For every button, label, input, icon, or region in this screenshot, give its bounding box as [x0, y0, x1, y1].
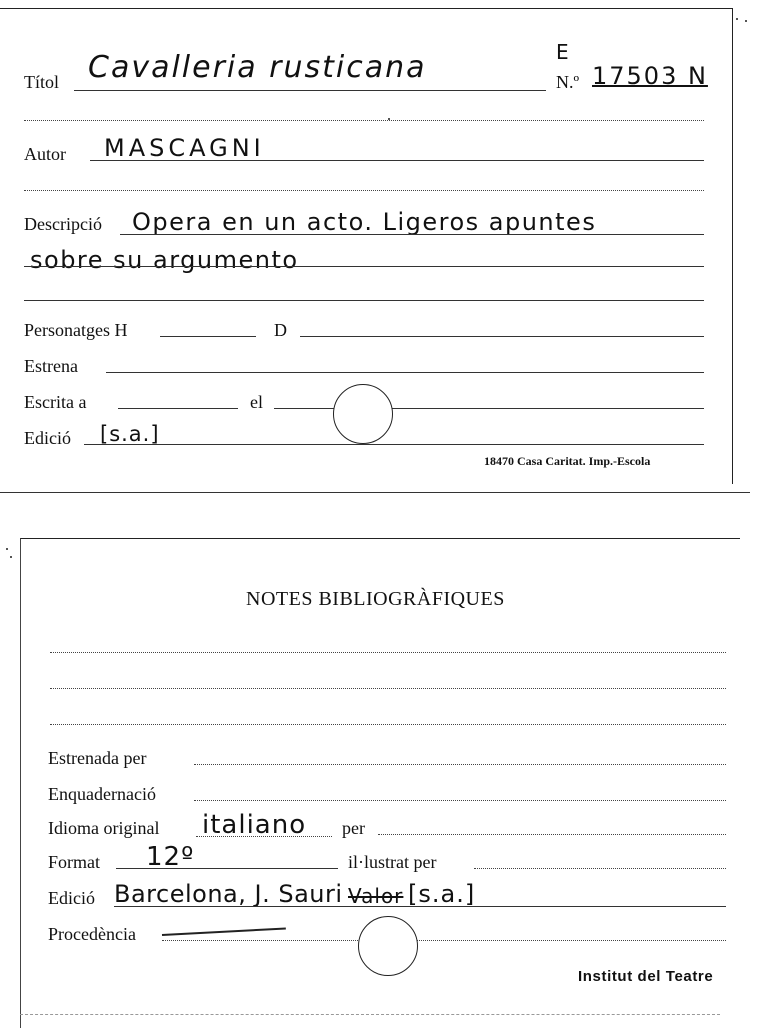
edicio-back-line	[114, 906, 726, 907]
idioma-line	[196, 836, 332, 837]
personatges-h-rule	[160, 336, 256, 337]
escrita-a-rule	[118, 408, 238, 409]
descripcio-rule-2	[24, 266, 704, 267]
format-line	[116, 868, 338, 869]
descripcio-rule-3	[24, 300, 704, 301]
procedencia-line	[162, 940, 726, 941]
escrita-label: Escrita a	[24, 392, 87, 412]
personatges-label: Personatges H	[24, 320, 128, 340]
descripcio-rule-1	[120, 234, 704, 235]
punch-hole	[358, 916, 418, 976]
personatges-d-rule	[300, 336, 704, 337]
autor-label: Autor	[24, 144, 66, 164]
estrena-label: Estrena	[24, 356, 78, 376]
descripcio-value-line2: sobre su argumento	[30, 246, 299, 274]
illustrat-line	[474, 868, 726, 869]
escrita-el-label: el	[250, 392, 263, 412]
notes-line-1	[50, 652, 726, 653]
estrenada-label: Estrenada per	[48, 748, 147, 768]
estrenada-line	[194, 764, 726, 765]
idioma-per-line	[378, 834, 726, 835]
procedencia-label: Procedència	[48, 924, 136, 944]
enquadernacio-label: Enquadernació	[48, 784, 156, 804]
number-label: N.º	[556, 72, 580, 92]
edicio-back-label: Edició	[48, 888, 95, 908]
descripcio-label: Descripció	[24, 214, 102, 234]
scan-speck	[745, 20, 747, 22]
format-value: 12º	[146, 842, 195, 872]
idioma-value: italiano	[202, 810, 307, 840]
titol-label: Títol	[24, 72, 59, 92]
scan-speck	[736, 18, 738, 20]
descripcio-value-line1: Opera en un acto. Ligeros apuntes	[132, 208, 597, 236]
scan-speck	[10, 556, 12, 558]
institution-label: Institut del Teatre	[578, 968, 714, 985]
scan-speck	[388, 118, 390, 120]
card-separator	[0, 492, 750, 493]
printer-note: 18470 Casa Caritat. Imp.-Escola	[484, 454, 651, 468]
titol-dotted-line	[24, 120, 704, 121]
scan-speck	[6, 548, 8, 550]
edicio-back-bracket: [s.a.]	[408, 880, 476, 908]
idioma-per-label: per	[342, 818, 365, 838]
number-prefix-mark: E	[556, 40, 570, 64]
edicio-back-struck: Valor	[348, 884, 404, 908]
notes-line-2	[50, 688, 726, 689]
format-label: Format	[48, 852, 100, 872]
bottom-scan-edge	[20, 1014, 720, 1015]
number-value: 17503 N	[592, 62, 708, 90]
edicio-back-value: Barcelona, J. Sauri	[114, 880, 343, 908]
estrena-rule	[106, 372, 704, 373]
back-heading: NOTES BIBLIOGRÀFIQUES	[246, 588, 505, 610]
titol-rule	[74, 90, 546, 91]
illustrat-label: il·lustrat per	[348, 852, 437, 872]
edicio-rule	[84, 444, 704, 445]
autor-rule	[90, 160, 704, 161]
titol-value: Cavalleria rusticana	[88, 50, 427, 85]
personatges-d-label: D	[274, 320, 287, 340]
idioma-label: Idioma original	[48, 818, 160, 838]
autor-dotted-line	[24, 190, 704, 191]
edicio-label: Edició	[24, 428, 71, 448]
punch-hole	[333, 384, 393, 444]
enquadernacio-line	[194, 800, 726, 801]
notes-line-3	[50, 724, 726, 725]
autor-value: MASCAGNI	[104, 134, 265, 162]
edicio-value: [s.a.]	[100, 422, 160, 446]
